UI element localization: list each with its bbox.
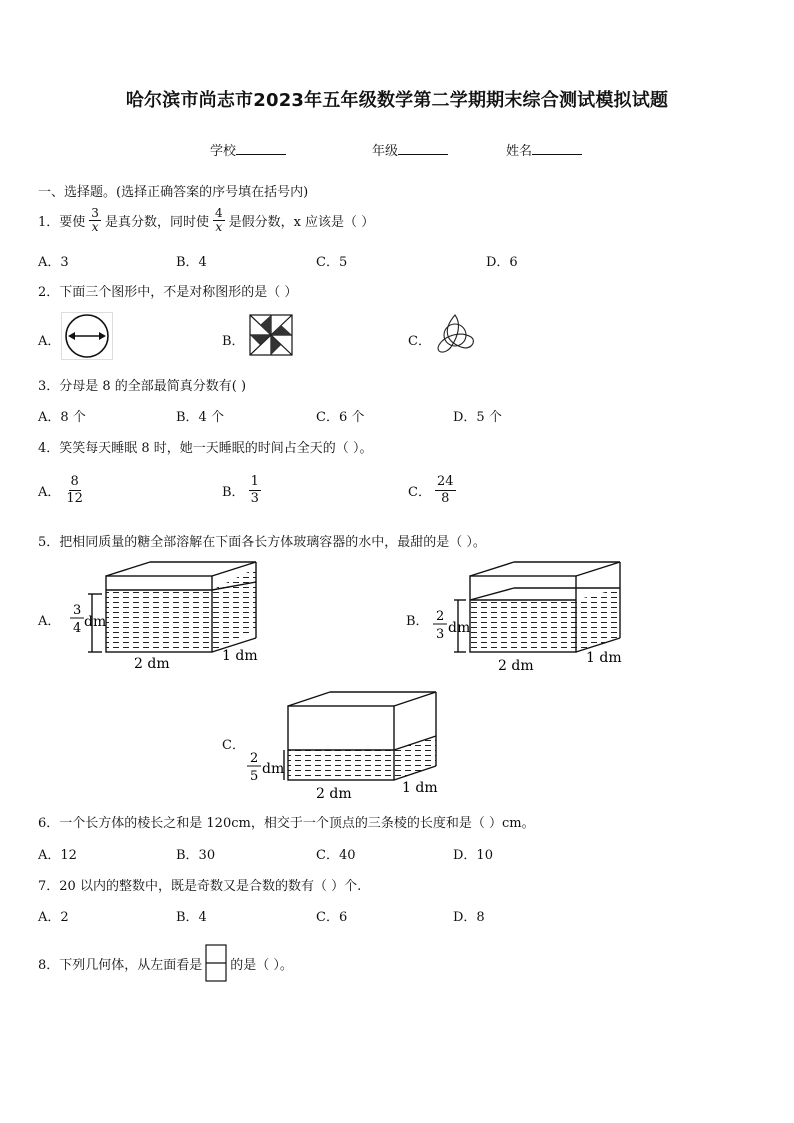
pinwheel-figure [248,313,294,357]
q5-option-b[interactable]: B． [406,614,429,629]
q4-option-a[interactable] [38,474,89,507]
question-1 [38,207,374,234]
height-denominator: 3 [436,627,445,642]
q7-option-c[interactable]: C．6 [316,910,348,925]
q6-option-b[interactable]: B．30 [176,848,216,863]
height-denominator: 4 [73,621,82,636]
side-view-shape-icon [205,944,227,982]
tank-b-diagram [430,560,640,672]
q4-option-c[interactable] [408,474,460,507]
q6-option-c[interactable]: C．40 [316,848,356,863]
q1-option-a[interactable]: A．3 [38,255,69,270]
question-6: 6．一个长方体的棱长之和是 120cm，相交于一个顶点的三条棱的长度和是（ ）cm。 [38,816,535,831]
name-label: 姓名 [506,144,533,159]
height-numerator: 3 [73,603,82,618]
height-unit: dm [262,761,285,777]
school-label: 学校 [210,144,237,159]
height-unit: dm [448,620,471,636]
q5-option-a[interactable]: A． [38,614,61,629]
question-4: 4．笑笑每天睡眠 8 时，她一天睡眠的时间占全天的（ ）。 [38,441,373,456]
q1-option-b[interactable]: B．4 [176,255,207,270]
height-unit: dm [84,614,107,630]
q2-option-a[interactable]: A． [38,334,61,349]
length-label: 2 dm [316,786,352,802]
width-label: 1 dm [402,780,438,796]
q1-text-c: 是假分数，x 应该是（ ） [228,215,375,230]
q7-option-d[interactable]: D．8 [453,910,485,925]
q4-option-b[interactable] [222,474,265,507]
question-3: 3．分母是 8 的全部最简真分数有( ) [38,379,247,394]
school-field [210,140,286,159]
q7-option-b[interactable]: B．4 [176,910,207,925]
q3-option-d[interactable]: D．5 个 [453,410,502,425]
q1-number: 1． [38,215,60,230]
q3-option-a[interactable]: A．8 个 [38,410,86,425]
q1-option-d[interactable]: D．6 [486,255,518,270]
page-title: 哈尔滨市尚志市2023年五年级数学第二学期期末综合测试模拟试题 [125,90,669,111]
length-label: 2 dm [498,658,534,672]
fraction-4-over-x [213,207,225,234]
trefoil-figure [431,311,479,357]
width-label: 1 dm [222,648,258,664]
section-heading: 一、选择题。(选择正确答案的序号填在括号内) [38,185,309,200]
q8-text-b: 的是（ ）。 [230,957,293,973]
length-label: 2 dm [134,656,170,672]
question-5: 5．把相同质量的糖全部溶解在下面各长方体玻璃容器的水中，最甜的是（ ）。 [38,535,486,550]
frac-den: x [91,220,99,234]
q2-option-b[interactable]: B． [222,334,245,349]
q1-option-c[interactable]: C．5 [316,255,348,270]
q3-option-b[interactable]: B．4 个 [176,410,224,425]
height-numerator: 2 [436,609,445,624]
name-field [506,140,582,159]
fraction-1-over-3: $\frac{1}{3}$ [250,474,259,506]
grade-label: 年级 [372,144,399,159]
frac-num: 3 [91,206,99,220]
name-blank[interactable] [532,142,582,155]
q6-option-d[interactable]: D．10 [453,848,493,863]
option-label: C． [408,485,431,500]
tank-c-diagram [244,688,454,804]
question-8 [38,944,293,982]
frac-num: 4 [214,206,223,220]
grade-field [372,140,448,159]
tank-a-diagram [62,560,272,672]
frac-den: x [215,220,223,234]
width-label: 1 dm [586,650,622,666]
question-7: 7．20 以内的整数中，既是奇数又是合数的数有（ ）个. [38,879,362,894]
q7-option-a[interactable]: A．2 [38,910,69,925]
q5-option-c[interactable]: C． [222,738,245,753]
height-denominator: 5 [250,769,259,784]
option-label: B． [222,485,245,500]
q8-text-a: 8．下列几何体，从左面看是 [38,957,203,973]
height-numerator: 2 [250,751,259,766]
q2-option-c[interactable]: C． [408,334,431,349]
q3-option-c[interactable]: C．6 个 [316,410,365,425]
fraction-24-over-8: $\frac{24}{8}$ [436,474,454,506]
question-2: 2．下面三个图形中，不是对称图形的是（ ） [38,285,298,300]
fraction-8-over-12: $\frac{8}{12}$ [66,474,83,506]
q1-text-b: 是真分数，同时使 [104,215,209,230]
option-label: A． [38,485,61,500]
fraction-3-over-x [89,207,101,234]
grade-blank[interactable] [398,142,448,155]
q1-text-a: 要使 [59,215,86,230]
school-blank[interactable] [236,142,286,155]
circle-arrow-figure [61,312,113,360]
q6-option-a[interactable]: A．12 [38,848,77,863]
